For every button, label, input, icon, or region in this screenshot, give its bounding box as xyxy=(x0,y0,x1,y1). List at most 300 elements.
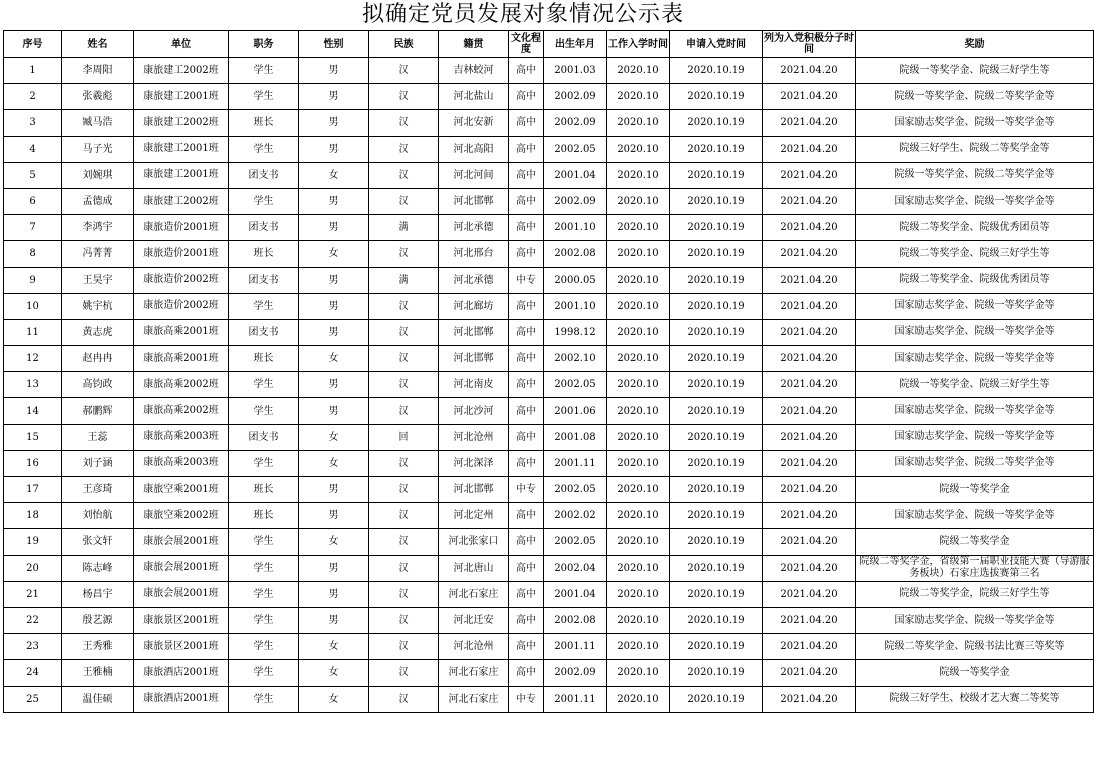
gender-cell: 男 xyxy=(299,188,369,214)
native-place-cell: 河北石家庄 xyxy=(439,581,509,607)
gender-cell: 女 xyxy=(299,686,369,712)
position-cell: 学生 xyxy=(229,188,299,214)
unit-cell: 康旅酒店2001班 xyxy=(134,686,229,712)
enrollment-date-cell: 2020.10 xyxy=(607,503,670,529)
education-cell: 高中 xyxy=(509,503,544,529)
table-row xyxy=(4,686,1094,712)
gender-cell: 女 xyxy=(299,660,369,686)
table-row xyxy=(4,477,1094,503)
student-name-cell: 刘子涵 xyxy=(62,450,134,476)
ethnicity-cell: 汉 xyxy=(369,398,439,424)
unit-cell: 康旅建工2002班 xyxy=(134,58,229,84)
awards-cell: 院级三好学生、校级才艺大赛二等奖等 xyxy=(856,686,1094,712)
row-index-cell: 12 xyxy=(4,346,62,372)
column-header-birth-date: 出生年月 xyxy=(544,31,607,58)
ethnicity-cell: 汉 xyxy=(369,319,439,345)
native-place-cell: 河北定州 xyxy=(439,503,509,529)
unit-cell: 康旅建工2001班 xyxy=(134,136,229,162)
application-date-cell: 2020.10.19 xyxy=(670,686,763,712)
ethnicity-cell: 满 xyxy=(369,267,439,293)
position-cell: 学生 xyxy=(229,58,299,84)
gender-cell: 男 xyxy=(299,293,369,319)
birth-date-cell: 2002.08 xyxy=(544,241,607,267)
awards-cell: 院级二等奖学金，省级第一届职业技能大赛（导游服务板块）石家庄选拔赛第三名 xyxy=(856,555,1094,581)
birth-date-cell: 2001.11 xyxy=(544,450,607,476)
student-name-cell: 冯菁菁 xyxy=(62,241,134,267)
position-cell: 学生 xyxy=(229,686,299,712)
activist-date-cell: 2021.04.20 xyxy=(763,110,856,136)
birth-date-cell: 2001.11 xyxy=(544,634,607,660)
column-header-native-place: 籍贯 xyxy=(439,31,509,58)
application-date-cell: 2020.10.19 xyxy=(670,372,763,398)
application-date-cell: 2020.10.19 xyxy=(670,84,763,110)
row-index-cell: 13 xyxy=(4,372,62,398)
ethnicity-cell: 汉 xyxy=(369,555,439,581)
birth-date-cell: 2002.02 xyxy=(544,503,607,529)
awards-cell: 院级二等奖学金、院级优秀团员等 xyxy=(856,215,1094,241)
row-index-cell: 22 xyxy=(4,607,62,633)
gender-cell: 女 xyxy=(299,162,369,188)
gender-cell: 男 xyxy=(299,267,369,293)
row-index-cell: 19 xyxy=(4,529,62,555)
application-date-cell: 2020.10.19 xyxy=(670,58,763,84)
enrollment-date-cell: 2020.10 xyxy=(607,660,670,686)
position-cell: 团支书 xyxy=(229,267,299,293)
row-index-cell: 11 xyxy=(4,319,62,345)
enrollment-date-cell: 2020.10 xyxy=(607,241,670,267)
unit-cell: 康旅高乘2003班 xyxy=(134,450,229,476)
column-header-name: 姓名 xyxy=(62,31,134,58)
application-date-cell: 2020.10.19 xyxy=(670,607,763,633)
education-cell: 高中 xyxy=(509,319,544,345)
position-cell: 学生 xyxy=(229,555,299,581)
application-date-cell: 2020.10.19 xyxy=(670,503,763,529)
awards-cell: 国家励志奖学金、院级一等奖学金等 xyxy=(856,607,1094,633)
application-date-cell: 2020.10.19 xyxy=(670,110,763,136)
row-index-cell: 2 xyxy=(4,84,62,110)
awards-cell: 院级一等奖学金、院级三好学生等 xyxy=(856,58,1094,84)
gender-cell: 男 xyxy=(299,110,369,136)
unit-cell: 康旅酒店2001班 xyxy=(134,660,229,686)
education-cell: 高中 xyxy=(509,215,544,241)
application-date-cell: 2020.10.19 xyxy=(670,555,763,581)
table-row xyxy=(4,634,1094,660)
native-place-cell: 河北邯郸 xyxy=(439,319,509,345)
native-place-cell: 河北沙河 xyxy=(439,398,509,424)
student-name-cell: 王雅楠 xyxy=(62,660,134,686)
student-name-cell: 臧马浩 xyxy=(62,110,134,136)
birth-date-cell: 2002.05 xyxy=(544,372,607,398)
activist-date-cell: 2021.04.20 xyxy=(763,293,856,319)
birth-date-cell: 2001.10 xyxy=(544,215,607,241)
enrollment-date-cell: 2020.10 xyxy=(607,529,670,555)
application-date-cell: 2020.10.19 xyxy=(670,529,763,555)
enrollment-date-cell: 2020.10 xyxy=(607,634,670,660)
application-date-cell: 2020.10.19 xyxy=(670,450,763,476)
awards-cell: 院级一等奖学金、院级二等奖学金等 xyxy=(856,162,1094,188)
education-cell: 高中 xyxy=(509,450,544,476)
gender-cell: 男 xyxy=(299,477,369,503)
unit-cell: 康旅会展2001班 xyxy=(134,529,229,555)
enrollment-date-cell: 2020.10 xyxy=(607,136,670,162)
native-place-cell: 吉林蛟河 xyxy=(439,58,509,84)
education-cell: 高中 xyxy=(509,607,544,633)
native-place-cell: 河北张家口 xyxy=(439,529,509,555)
birth-date-cell: 2002.08 xyxy=(544,607,607,633)
position-cell: 班长 xyxy=(229,241,299,267)
gender-cell: 男 xyxy=(299,398,369,424)
education-cell: 中专 xyxy=(509,477,544,503)
awards-cell: 国家励志奖学金、院级一等奖学金等 xyxy=(856,398,1094,424)
column-header-ethnicity: 民族 xyxy=(369,31,439,58)
gender-cell: 男 xyxy=(299,503,369,529)
activist-date-cell: 2021.04.20 xyxy=(763,477,856,503)
student-name-cell: 刘怡航 xyxy=(62,503,134,529)
awards-cell: 院级一等奖学金 xyxy=(856,660,1094,686)
ethnicity-cell: 汉 xyxy=(369,84,439,110)
row-index-cell: 14 xyxy=(4,398,62,424)
application-date-cell: 2020.10.19 xyxy=(670,398,763,424)
row-index-cell: 24 xyxy=(4,660,62,686)
application-date-cell: 2020.10.19 xyxy=(670,215,763,241)
activist-date-cell: 2021.04.20 xyxy=(763,346,856,372)
table-row xyxy=(4,398,1094,424)
gender-cell: 男 xyxy=(299,136,369,162)
activist-date-cell: 2021.04.20 xyxy=(763,241,856,267)
birth-date-cell: 2002.04 xyxy=(544,555,607,581)
ethnicity-cell: 汉 xyxy=(369,581,439,607)
unit-cell: 康旅空乘2002班 xyxy=(134,503,229,529)
education-cell: 高中 xyxy=(509,84,544,110)
student-name-cell: 黄志虎 xyxy=(62,319,134,345)
table-row xyxy=(4,110,1094,136)
application-date-cell: 2020.10.19 xyxy=(670,267,763,293)
position-cell: 学生 xyxy=(229,372,299,398)
activist-date-cell: 2021.04.20 xyxy=(763,555,856,581)
gender-cell: 男 xyxy=(299,607,369,633)
education-cell: 高中 xyxy=(509,398,544,424)
student-name-cell: 张文轩 xyxy=(62,529,134,555)
enrollment-date-cell: 2020.10 xyxy=(607,372,670,398)
table-row xyxy=(4,372,1094,398)
native-place-cell: 河北盐山 xyxy=(439,84,509,110)
awards-cell: 国家励志奖学金、院级二等奖学金等 xyxy=(856,450,1094,476)
student-name-cell: 李周阳 xyxy=(62,58,134,84)
native-place-cell: 河北迁安 xyxy=(439,607,509,633)
native-place-cell: 河北高阳 xyxy=(439,136,509,162)
activist-date-cell: 2021.04.20 xyxy=(763,162,856,188)
birth-date-cell: 2002.09 xyxy=(544,84,607,110)
table-row xyxy=(4,319,1094,345)
column-header-gender: 性别 xyxy=(299,31,369,58)
position-cell: 班长 xyxy=(229,346,299,372)
row-index-cell: 5 xyxy=(4,162,62,188)
application-date-cell: 2020.10.19 xyxy=(670,293,763,319)
column-header-application-date: 申请入党时间 xyxy=(670,31,763,58)
ethnicity-cell: 汉 xyxy=(369,241,439,267)
table-row xyxy=(4,555,1094,581)
student-name-cell: 姚宇杭 xyxy=(62,293,134,319)
application-date-cell: 2020.10.19 xyxy=(670,477,763,503)
unit-cell: 康旅建工2001班 xyxy=(134,84,229,110)
ethnicity-cell: 汉 xyxy=(369,162,439,188)
education-cell: 高中 xyxy=(509,110,544,136)
gender-cell: 女 xyxy=(299,424,369,450)
enrollment-date-cell: 2020.10 xyxy=(607,319,670,345)
activist-date-cell: 2021.04.20 xyxy=(763,424,856,450)
student-name-cell: 郝鹏辉 xyxy=(62,398,134,424)
birth-date-cell: 2000.05 xyxy=(544,267,607,293)
awards-cell: 院级二等奖学金、院级三好学生等 xyxy=(856,241,1094,267)
education-cell: 高中 xyxy=(509,555,544,581)
activist-date-cell: 2021.04.20 xyxy=(763,319,856,345)
awards-cell: 院级二等奖学金 xyxy=(856,529,1094,555)
activist-date-cell: 2021.04.20 xyxy=(763,136,856,162)
enrollment-date-cell: 2020.10 xyxy=(607,581,670,607)
unit-cell: 康旅建工2002班 xyxy=(134,188,229,214)
education-cell: 高中 xyxy=(509,660,544,686)
birth-date-cell: 2001.11 xyxy=(544,686,607,712)
student-name-cell: 赵冉冉 xyxy=(62,346,134,372)
unit-cell: 康旅会展2001班 xyxy=(134,581,229,607)
position-cell: 学生 xyxy=(229,660,299,686)
position-cell: 学生 xyxy=(229,529,299,555)
activist-date-cell: 2021.04.20 xyxy=(763,58,856,84)
student-name-cell: 殷艺源 xyxy=(62,607,134,633)
row-index-cell: 15 xyxy=(4,424,62,450)
activist-date-cell: 2021.04.20 xyxy=(763,660,856,686)
table-row xyxy=(4,215,1094,241)
position-cell: 班长 xyxy=(229,503,299,529)
enrollment-date-cell: 2020.10 xyxy=(607,84,670,110)
gender-cell: 男 xyxy=(299,84,369,110)
activist-date-cell: 2021.04.20 xyxy=(763,686,856,712)
position-cell: 学生 xyxy=(229,607,299,633)
birth-date-cell: 2001.06 xyxy=(544,398,607,424)
ethnicity-cell: 汉 xyxy=(369,346,439,372)
birth-date-cell: 2002.09 xyxy=(544,110,607,136)
table-row xyxy=(4,136,1094,162)
awards-cell: 国家励志奖学金、院级一等奖学金等 xyxy=(856,424,1094,450)
birth-date-cell: 1998.12 xyxy=(544,319,607,345)
education-cell: 中专 xyxy=(509,267,544,293)
student-name-cell: 刘婉琪 xyxy=(62,162,134,188)
application-date-cell: 2020.10.19 xyxy=(670,162,763,188)
enrollment-date-cell: 2020.10 xyxy=(607,607,670,633)
ethnicity-cell: 汉 xyxy=(369,529,439,555)
birth-date-cell: 2001.10 xyxy=(544,293,607,319)
position-cell: 团支书 xyxy=(229,162,299,188)
activist-date-cell: 2021.04.20 xyxy=(763,267,856,293)
table-row xyxy=(4,267,1094,293)
awards-cell: 院级二等奖学金、院级优秀团员等 xyxy=(856,267,1094,293)
native-place-cell: 河北河间 xyxy=(439,162,509,188)
application-date-cell: 2020.10.19 xyxy=(670,581,763,607)
gender-cell: 女 xyxy=(299,241,369,267)
unit-cell: 康旅高乘2001班 xyxy=(134,346,229,372)
row-index-cell: 18 xyxy=(4,503,62,529)
native-place-cell: 河北深泽 xyxy=(439,450,509,476)
birth-date-cell: 2002.10 xyxy=(544,346,607,372)
application-date-cell: 2020.10.19 xyxy=(670,319,763,345)
position-cell: 学生 xyxy=(229,84,299,110)
education-cell: 高中 xyxy=(509,293,544,319)
application-date-cell: 2020.10.19 xyxy=(670,241,763,267)
unit-cell: 康旅造价2002班 xyxy=(134,293,229,319)
table-row xyxy=(4,58,1094,84)
student-name-cell: 温佳硕 xyxy=(62,686,134,712)
position-cell: 学生 xyxy=(229,450,299,476)
native-place-cell: 河北廊坊 xyxy=(439,293,509,319)
table-row xyxy=(4,660,1094,686)
gender-cell: 男 xyxy=(299,319,369,345)
gender-cell: 男 xyxy=(299,58,369,84)
ethnicity-cell: 汉 xyxy=(369,660,439,686)
enrollment-date-cell: 2020.10 xyxy=(607,450,670,476)
education-cell: 高中 xyxy=(509,634,544,660)
student-name-cell: 王昊宇 xyxy=(62,267,134,293)
birth-date-cell: 2001.04 xyxy=(544,581,607,607)
native-place-cell: 河北安新 xyxy=(439,110,509,136)
education-cell: 高中 xyxy=(509,424,544,450)
unit-cell: 康旅高乘2002班 xyxy=(134,372,229,398)
activist-date-cell: 2021.04.20 xyxy=(763,450,856,476)
education-cell: 高中 xyxy=(509,58,544,84)
birth-date-cell: 2002.09 xyxy=(544,188,607,214)
education-cell: 高中 xyxy=(509,372,544,398)
gender-cell: 女 xyxy=(299,450,369,476)
application-date-cell: 2020.10.19 xyxy=(670,188,763,214)
unit-cell: 康旅造价2001班 xyxy=(134,215,229,241)
student-name-cell: 孟德成 xyxy=(62,188,134,214)
education-cell: 高中 xyxy=(509,581,544,607)
unit-cell: 康旅造价2001班 xyxy=(134,241,229,267)
table-row xyxy=(4,162,1094,188)
application-date-cell: 2020.10.19 xyxy=(670,634,763,660)
education-cell: 高中 xyxy=(509,136,544,162)
awards-cell: 院级一等奖学金、院级二等奖学金等 xyxy=(856,84,1094,110)
birth-date-cell: 2001.08 xyxy=(544,424,607,450)
activist-date-cell: 2021.04.20 xyxy=(763,634,856,660)
native-place-cell: 河北沧州 xyxy=(439,634,509,660)
enrollment-date-cell: 2020.10 xyxy=(607,162,670,188)
table-row xyxy=(4,450,1094,476)
student-name-cell: 王彦琦 xyxy=(62,477,134,503)
student-name-cell: 王蕊 xyxy=(62,424,134,450)
unit-cell: 康旅空乘2001班 xyxy=(134,477,229,503)
education-cell: 高中 xyxy=(509,241,544,267)
position-cell: 团支书 xyxy=(229,215,299,241)
row-index-cell: 3 xyxy=(4,110,62,136)
row-index-cell: 17 xyxy=(4,477,62,503)
birth-date-cell: 2002.05 xyxy=(544,477,607,503)
enrollment-date-cell: 2020.10 xyxy=(607,58,670,84)
education-cell: 高中 xyxy=(509,346,544,372)
column-header-awards: 奖励 xyxy=(856,31,1094,58)
ethnicity-cell: 汉 xyxy=(369,686,439,712)
table-row xyxy=(4,581,1094,607)
native-place-cell: 河北承德 xyxy=(439,267,509,293)
gender-cell: 女 xyxy=(299,346,369,372)
ethnicity-cell: 汉 xyxy=(369,634,439,660)
row-index-cell: 4 xyxy=(4,136,62,162)
table-row xyxy=(4,84,1094,110)
birth-date-cell: 2002.09 xyxy=(544,660,607,686)
row-index-cell: 9 xyxy=(4,267,62,293)
education-cell: 高中 xyxy=(509,188,544,214)
education-cell: 中专 xyxy=(509,686,544,712)
ethnicity-cell: 汉 xyxy=(369,58,439,84)
activist-date-cell: 2021.04.20 xyxy=(763,398,856,424)
column-header-activist-date: 列为入党积极分子时间 xyxy=(763,31,856,58)
birth-date-cell: 2001.03 xyxy=(544,58,607,84)
activist-date-cell: 2021.04.20 xyxy=(763,581,856,607)
unit-cell: 康旅建工2002班 xyxy=(134,110,229,136)
enrollment-date-cell: 2020.10 xyxy=(607,267,670,293)
table-row xyxy=(4,607,1094,633)
enrollment-date-cell: 2020.10 xyxy=(607,398,670,424)
gender-cell: 男 xyxy=(299,581,369,607)
native-place-cell: 河北石家庄 xyxy=(439,686,509,712)
application-date-cell: 2020.10.19 xyxy=(670,424,763,450)
position-cell: 学生 xyxy=(229,634,299,660)
student-name-cell: 马子光 xyxy=(62,136,134,162)
column-header-enrollment-date: 工作入学时间 xyxy=(607,31,670,58)
row-index-cell: 1 xyxy=(4,58,62,84)
activist-date-cell: 2021.04.20 xyxy=(763,503,856,529)
student-name-cell: 陈志峰 xyxy=(62,555,134,581)
row-index-cell: 8 xyxy=(4,241,62,267)
ethnicity-cell: 汉 xyxy=(369,477,439,503)
birth-date-cell: 2001.04 xyxy=(544,162,607,188)
table-row xyxy=(4,188,1094,214)
column-header-position: 职务 xyxy=(229,31,299,58)
native-place-cell: 河北邢台 xyxy=(439,241,509,267)
native-place-cell: 河北邯郸 xyxy=(439,188,509,214)
student-name-cell: 王秀雅 xyxy=(62,634,134,660)
column-header-unit: 单位 xyxy=(134,31,229,58)
page-title: 拟确定党员发展对象情况公示表 xyxy=(361,2,684,27)
awards-cell: 国家励志奖学金、院级一等奖学金等 xyxy=(856,110,1094,136)
ethnicity-cell: 汉 xyxy=(369,293,439,319)
activist-date-cell: 2021.04.20 xyxy=(763,188,856,214)
unit-cell: 康旅高乘2002班 xyxy=(134,398,229,424)
awards-cell: 国家励志奖学金、院级一等奖学金等 xyxy=(856,346,1094,372)
native-place-cell: 河北南皮 xyxy=(439,372,509,398)
application-date-cell: 2020.10.19 xyxy=(670,136,763,162)
position-cell: 团支书 xyxy=(229,424,299,450)
header-row xyxy=(4,31,1094,58)
activist-date-cell: 2021.04.20 xyxy=(763,529,856,555)
application-date-cell: 2020.10.19 xyxy=(670,660,763,686)
student-name-cell: 高钧政 xyxy=(62,372,134,398)
education-cell: 高中 xyxy=(509,162,544,188)
birth-date-cell: 2002.05 xyxy=(544,136,607,162)
position-cell: 学生 xyxy=(229,293,299,319)
gender-cell: 女 xyxy=(299,634,369,660)
position-cell: 学生 xyxy=(229,136,299,162)
table-row xyxy=(4,503,1094,529)
activist-date-cell: 2021.04.20 xyxy=(763,215,856,241)
position-cell: 学生 xyxy=(229,398,299,424)
native-place-cell: 河北邯郸 xyxy=(439,346,509,372)
row-index-cell: 23 xyxy=(4,634,62,660)
unit-cell: 康旅会展2001班 xyxy=(134,555,229,581)
awards-cell: 院级一等奖学金 xyxy=(856,477,1094,503)
awards-cell: 国家励志奖学金、院级一等奖学金等 xyxy=(856,188,1094,214)
publicity-table xyxy=(3,30,1094,713)
activist-date-cell: 2021.04.20 xyxy=(763,607,856,633)
